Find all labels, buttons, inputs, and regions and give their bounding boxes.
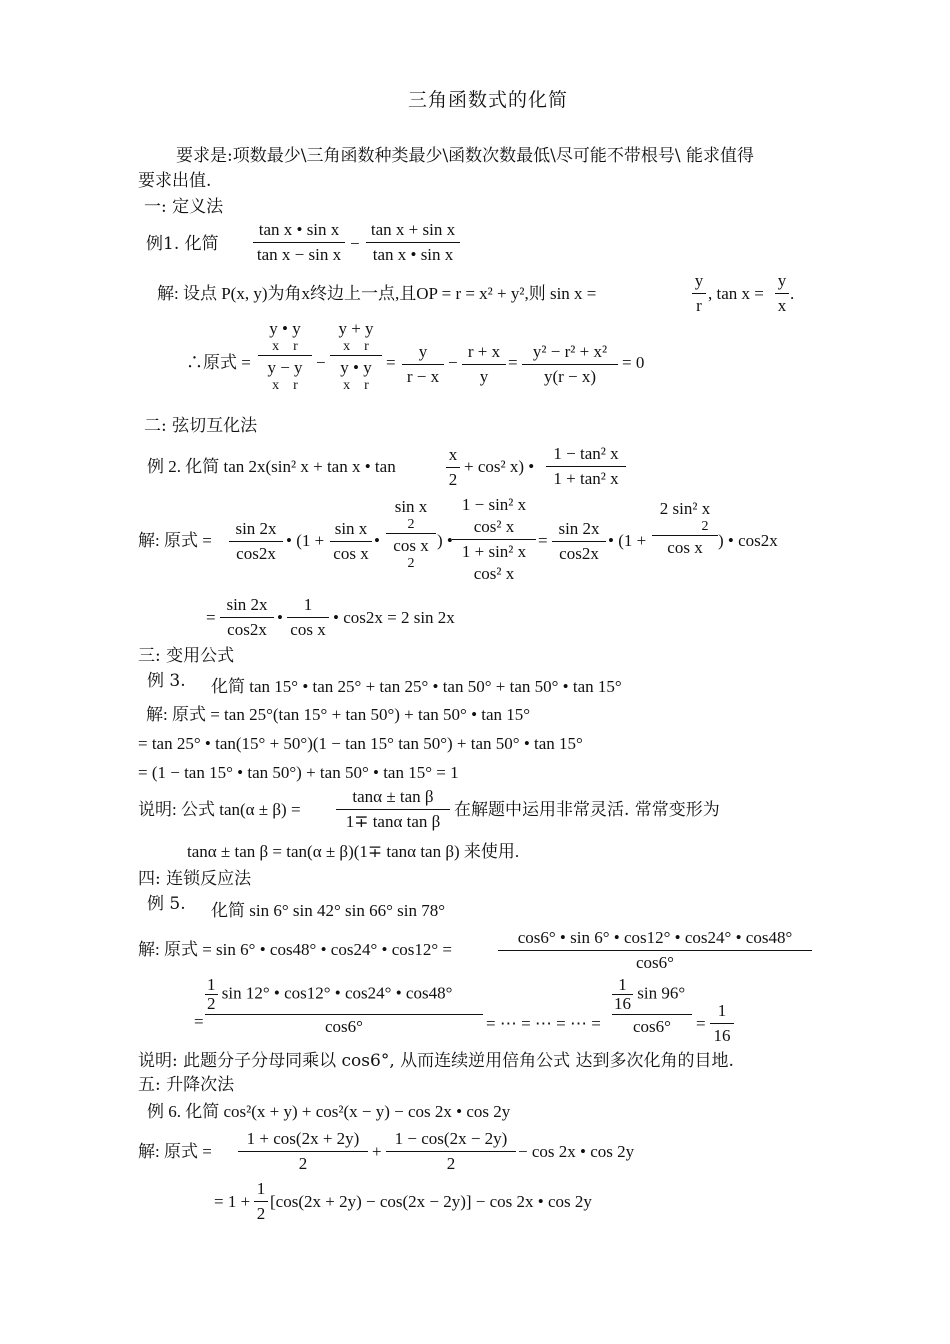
ex2-b-text: • (1 + bbox=[286, 531, 325, 550]
ex5-note: 说明: 此题分子分母同乘以 cos6°, 从而连续逆用倍角公式 达到多次化角的目地. bbox=[138, 1051, 734, 1071]
ex1-result-prefix: ∴原式 = bbox=[186, 353, 251, 372]
ex5-q-fraction: $\frac{1}{16}$ sin 96° cos6° bbox=[612, 976, 692, 1038]
example-5-label: 例 5. bbox=[147, 894, 186, 914]
ex1-fraction-2: tan x + sin x tan x • sin x bbox=[366, 219, 460, 266]
ex2-final-dot: • bbox=[277, 608, 283, 627]
section-heading-4: 四: 连锁反应法 bbox=[138, 869, 252, 889]
ex1-sinx-fraction: y r bbox=[692, 270, 706, 317]
section-heading-3: 三: 变用公式 bbox=[138, 646, 235, 666]
ex2-b: sin x cos x bbox=[330, 518, 372, 565]
ex2-rhs-eq: = bbox=[538, 531, 548, 550]
ex3-note-2: tanα ± tan β = tan(α ± β)(1∓ tanα tan β) 来使用. bbox=[187, 842, 520, 861]
ex2-e: 2 sin² x 2 cos x bbox=[652, 498, 718, 559]
ex5-solution-prefix: 解: 原式 = sin 6° • cos48° • cos24° • cos12° = bbox=[138, 940, 453, 959]
ex5-r-fraction: 1 16 bbox=[710, 1000, 734, 1047]
ex2-fraction: 1 − tan² x 1 + tan² x bbox=[546, 443, 626, 490]
ex2-final-tail: • cos2x = 2 sin 2x bbox=[333, 608, 455, 627]
ex3-solution-2: = tan 25° • tan(15° + 50°)(1 − tan 15° tan 50°) + tan 50° • tan 15° bbox=[138, 734, 583, 753]
example-1-label: 例1. 化简 bbox=[146, 234, 219, 254]
intro-text: 要求是:项数最少\三角函数种类最少\函数次数最低\尽可能不带根号\ 能求值得 bbox=[176, 146, 755, 166]
ex3-solution-1: 解: 原式 = tan 25°(tan 15° + tan 50°) + tan 50° • tan 15° bbox=[146, 705, 531, 724]
ex2-close-dot: ) • bbox=[437, 531, 453, 550]
ex1-eq-1: = bbox=[386, 353, 396, 372]
ex6-line2-half: 1 2 bbox=[254, 1178, 268, 1225]
ex1-compound-1: y • y x r y − y x r bbox=[258, 318, 312, 393]
ex2-d: sin 2x cos2x bbox=[552, 518, 606, 565]
ex3-note-fraction: tanα ± tan β 1∓ tanα tan β bbox=[336, 786, 450, 833]
ex5-dots: = ⋯ = ⋯ = ⋯ = bbox=[486, 1014, 601, 1033]
example-6-statement: 例 6. 化简 cos²(x + y) + cos²(x − y) − cos 2x • cos 2y bbox=[147, 1102, 511, 1121]
ex2-big-fraction: 1 − sin² x cos² x 1 + sin² x cos² x bbox=[452, 494, 536, 585]
section-heading-1: 一: 定义法 bbox=[144, 197, 224, 217]
section-heading-2: 二: 弦切互化法 bbox=[144, 416, 258, 436]
example-3-label: 例 3. bbox=[147, 671, 186, 691]
ex1-minus: − bbox=[350, 234, 360, 253]
ex2-sin-cos-half: sin x 2 cos x 2 bbox=[386, 496, 436, 571]
ex1-result-end: = 0 bbox=[622, 353, 645, 372]
ex1-r3: y² − r² + x² y(r − x) bbox=[522, 341, 618, 388]
ex5-eq-1: = bbox=[194, 1012, 204, 1031]
ex6-line2-tail: [cos(2x + 2y) − cos(2x − 2y)] − cos 2x • cos 2y bbox=[270, 1192, 592, 1211]
ex1-tanx-fraction: y x bbox=[775, 270, 789, 317]
ex6-plus: + bbox=[372, 1142, 382, 1161]
ex2-final-a: sin 2x cos2x bbox=[220, 594, 274, 641]
ex2-final-b: 1 cos x bbox=[287, 594, 329, 641]
intro-text-cont: 要求出值. bbox=[138, 171, 212, 191]
ex2-final-eq: = bbox=[206, 608, 216, 627]
ex2-solution-label: 解: 原式 = bbox=[138, 531, 212, 550]
ex5-eq-2: = bbox=[696, 1014, 706, 1033]
example-5-statement: 化简 sin 6° sin 42° sin 66° sin 78° bbox=[211, 901, 446, 920]
ex2-statement-tail: + cos² x) • bbox=[464, 457, 535, 476]
ex2-dot: • bbox=[374, 531, 380, 550]
ex3-note-prefix: 说明: 公式 tan(α ± β) = bbox=[138, 800, 301, 819]
ex2-a: sin 2x cos2x bbox=[229, 518, 283, 565]
ex1-minus-2: − bbox=[316, 353, 326, 372]
ex1-fraction-1: tan x • sin x tan x − sin x bbox=[253, 219, 345, 266]
ex2-e-tail: ) • cos2x bbox=[718, 531, 778, 550]
section-heading-5: 五: 升降次法 bbox=[138, 1075, 235, 1095]
ex6-b: 1 − cos(2x − 2y) 2 bbox=[386, 1128, 516, 1175]
page-title: 三角函数式的化简 bbox=[408, 89, 569, 111]
ex6-solution-label: 解: 原式 = bbox=[138, 1142, 212, 1161]
ex3-solution-3: = (1 − tan 15° • tan 50°) + tan 50° • tan 15° = 1 bbox=[138, 763, 459, 782]
ex1-r1: y r − x bbox=[402, 341, 444, 388]
example-3-statement: 化简 tan 15° • tan 25° + tan 25° • tan 50° + tan 50° • tan 15° bbox=[211, 677, 622, 696]
ex1-minus-3: − bbox=[448, 353, 458, 372]
ex1-tanx-text: , tan x = bbox=[708, 284, 764, 303]
ex1-r2: r + x y bbox=[462, 341, 506, 388]
ex1-solution-setup: 解: 设点 P(x, y)为角x终边上一点,且OP = r = x² + y²,则 sin x = bbox=[157, 284, 597, 303]
ex1-period: . bbox=[790, 284, 795, 303]
ex1-compound-2: y + y x r y • y x r bbox=[330, 318, 382, 393]
ex1-eq-2: = bbox=[508, 353, 518, 372]
ex6-a: 1 + cos(2x + 2y) 2 bbox=[238, 1128, 368, 1175]
ex3-note-suffix: 在解题中运用非常灵活. 常常变形为 bbox=[454, 800, 720, 820]
ex5-p-fraction: $\frac{1}{2}$ sin 12° • cos12° • cos24° • cos48° cos6° bbox=[205, 976, 483, 1038]
ex6-line2-prefix: = 1 + bbox=[214, 1192, 251, 1211]
ex6-tail: − cos 2x • cos 2y bbox=[518, 1142, 635, 1161]
ex5-big-fraction: cos6° • sin 6° • cos12° • cos24° • cos48° cos6° bbox=[498, 927, 812, 974]
example-2-statement: 例 2. 化简 tan 2x(sin² x + tan x • tan bbox=[147, 457, 396, 476]
ex2-half-x: x 2 bbox=[446, 444, 460, 491]
ex2-e-text: • (1 + bbox=[608, 531, 647, 550]
